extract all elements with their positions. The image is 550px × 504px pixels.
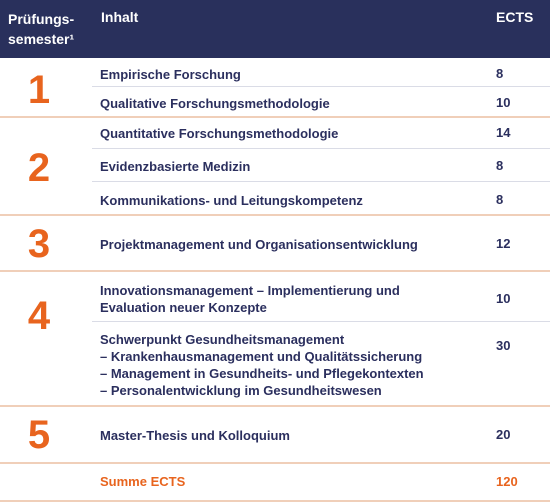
row-divider <box>92 86 550 87</box>
header-ects: ECTS <box>496 9 534 25</box>
semester-block-5 <box>0 407 550 464</box>
row-inhalt: Qualitative Forschungsmethodologie <box>100 96 330 111</box>
row-ects: 12 <box>496 236 511 251</box>
row-divider <box>92 181 550 182</box>
row-ects: 8 <box>496 66 504 81</box>
summary-row <box>0 464 550 502</box>
row-inhalt: Evidenzbasierte Medizin <box>100 159 251 174</box>
row-inhalt: Projektmanagement und Organisationsentwicklung <box>100 237 418 252</box>
row-ects: 14 <box>496 125 511 140</box>
semester-block-1 <box>0 58 550 118</box>
semester-number: 4 <box>27 294 51 338</box>
semester-block-4 <box>0 272 550 407</box>
semester-block-2 <box>0 118 550 216</box>
row-divider <box>92 148 550 149</box>
semester-number: 1 <box>27 68 51 112</box>
row-ects: 30 <box>496 338 511 353</box>
row-inhalt: Empirische Forschung <box>100 67 241 82</box>
semester-block-3 <box>0 216 550 272</box>
summary-value: 120 <box>496 474 518 489</box>
row-ects: 8 <box>496 158 504 173</box>
row-inhalt: Schwerpunkt Gesundheitsmanagement – Krankenhausmanagement und Qualitätssicherung – Management in Gesundheits- und Pflegekontexten – Personalentwicklung im Gesundheitswesen <box>100 332 424 398</box>
row-inhalt: Innovationsmanagement – Implementierung und Evaluation neuer Konzepte <box>100 283 400 315</box>
row-inhalt: Kommunikations- und Leitungskompetenz <box>100 193 363 208</box>
table-header <box>0 0 550 58</box>
semester-number: 2 <box>27 146 51 190</box>
semester-number: 3 <box>27 222 51 266</box>
semester-number: 5 <box>27 413 51 457</box>
row-ects: 20 <box>496 427 511 442</box>
row-ects: 10 <box>496 95 511 110</box>
row-ects: 8 <box>496 192 504 207</box>
header-inhalt: Inhalt <box>101 9 139 25</box>
row-divider <box>92 321 550 322</box>
row-ects: 10 <box>496 291 511 306</box>
row-inhalt: Quantitative Forschungsmethodologie <box>100 126 339 141</box>
row-inhalt: Master-Thesis und Kolloquium <box>100 428 290 443</box>
header-pruefungssemester: Prüfungs- semester¹ <box>8 11 75 47</box>
summary-label: Summe ECTS <box>100 474 186 489</box>
